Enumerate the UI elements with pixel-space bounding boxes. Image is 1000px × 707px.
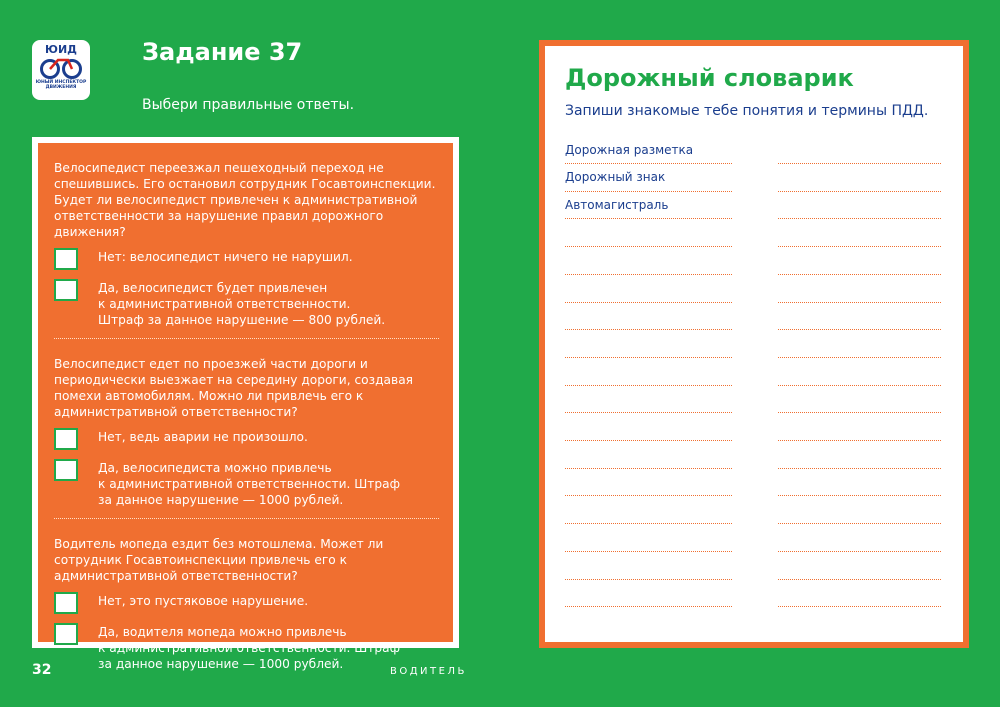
task-subtitle: Выбери правильные ответы.: [142, 97, 355, 113]
answer-checkbox[interactable]: [54, 592, 78, 614]
writing-line[interactable]: [565, 551, 732, 552]
answer-option[interactable]: [54, 460, 439, 508]
writing-line[interactable]: [778, 468, 941, 469]
answer-option[interactable]: [54, 624, 439, 672]
question-text: Велосипедист переезжал пешеходный переход не спешившись. Его остановил сотрудник Госавтоинспекции. Будет ли велосипедист привлечен к административной ответственности за нарушение правил дорожного движения?: [54, 161, 436, 239]
writing-line[interactable]: [565, 606, 732, 607]
dictionary-title: Дорожный словарик: [565, 64, 854, 92]
dictionary-body: [545, 46, 963, 642]
writing-line[interactable]: [565, 440, 732, 441]
writing-line[interactable]: [565, 357, 732, 358]
answer-label: Нет, это пустяковое нарушение.: [98, 594, 309, 608]
writing-line[interactable]: [565, 412, 732, 413]
answer-checkbox[interactable]: [54, 623, 78, 645]
writing-line[interactable]: [565, 191, 732, 192]
writing-line[interactable]: [565, 329, 732, 330]
writing-line[interactable]: [778, 551, 941, 552]
writing-line[interactable]: [778, 191, 941, 192]
answer-option[interactable]: [54, 429, 439, 450]
writing-line[interactable]: [778, 163, 941, 164]
answer-label: Да, велосипедиста можно привлечь к административной ответственности. Штраф за данное нарушение — 1000 рублей.: [98, 461, 400, 507]
writing-line[interactable]: [565, 495, 732, 496]
logo: [32, 40, 90, 100]
answer-label: Нет: велосипедист ничего не нарушил.: [98, 250, 353, 264]
question-text: Водитель мопеда ездит без мотошлема. Может ли сотрудник Госавтоинспекции привлечь его к административной ответственности?: [54, 537, 384, 583]
answer-label: Да, велосипедист будет привлечен к административной ответственности. Штраф за данное нарушение — 800 рублей.: [98, 281, 386, 327]
task-title: Задание 37: [142, 38, 303, 66]
answer-option[interactable]: [54, 593, 439, 614]
writing-line[interactable]: [565, 163, 732, 164]
page-number: 32: [32, 662, 52, 678]
writing-line[interactable]: [778, 440, 941, 441]
writing-line[interactable]: [778, 385, 941, 386]
writing-line[interactable]: [778, 523, 941, 524]
section-label: ВОДИТЕЛЬ: [390, 666, 467, 677]
question-3: [54, 519, 439, 672]
writing-line[interactable]: [565, 274, 732, 275]
writing-line[interactable]: [778, 579, 941, 580]
dictionary-term: Автомагистраль: [565, 198, 669, 212]
answer-option[interactable]: [54, 280, 439, 328]
writing-line[interactable]: [565, 468, 732, 469]
answer-label: Да, водителя мопеда можно привлечь к административной ответственности. Штраф за данное нарушение — 1000 рублей.: [98, 625, 400, 671]
writing-line[interactable]: [565, 385, 732, 386]
writing-line[interactable]: [778, 302, 941, 303]
dictionary-panel: [539, 40, 969, 648]
answer-checkbox[interactable]: [54, 459, 78, 481]
writing-line[interactable]: [565, 302, 732, 303]
writing-line[interactable]: [565, 218, 732, 219]
logo-subtitle: ЮНЫЙ ИНСПЕКТОР ДВИЖЕНИЯ: [35, 80, 87, 90]
answer-checkbox[interactable]: [54, 248, 78, 270]
writing-line[interactable]: [565, 579, 732, 580]
answer-label: Нет, ведь аварии не произошло.: [98, 430, 308, 444]
dictionary-term: Дорожная разметка: [565, 143, 694, 157]
writing-line[interactable]: [778, 412, 941, 413]
question-2: [54, 339, 439, 519]
dictionary-subtitle: Запиши знакомые тебе понятия и термины ПДД.: [565, 103, 929, 119]
writing-line[interactable]: [778, 274, 941, 275]
writing-line[interactable]: [565, 523, 732, 524]
answer-checkbox[interactable]: [54, 279, 78, 301]
question-text: Велосипедист едет по проезжей части дороги и периодически выезжает на середину дороги, создавая помехи автомобилям. Можно ли привлечь его к административной ответственности?: [54, 357, 413, 419]
writing-line[interactable]: [778, 218, 941, 219]
writing-line[interactable]: [778, 495, 941, 496]
answer-option[interactable]: [54, 249, 439, 270]
writing-line[interactable]: [565, 246, 732, 247]
dictionary-term: Дорожный знак: [565, 170, 666, 184]
question-1: [54, 143, 439, 339]
bicycle-icon: [38, 57, 84, 79]
answer-checkbox[interactable]: [54, 428, 78, 450]
writing-line[interactable]: [778, 329, 941, 330]
logo-abbr: ЮИД: [45, 43, 77, 56]
writing-line[interactable]: [778, 246, 941, 247]
quiz-body: [38, 143, 453, 671]
writing-line[interactable]: [778, 357, 941, 358]
writing-line[interactable]: [778, 606, 941, 607]
